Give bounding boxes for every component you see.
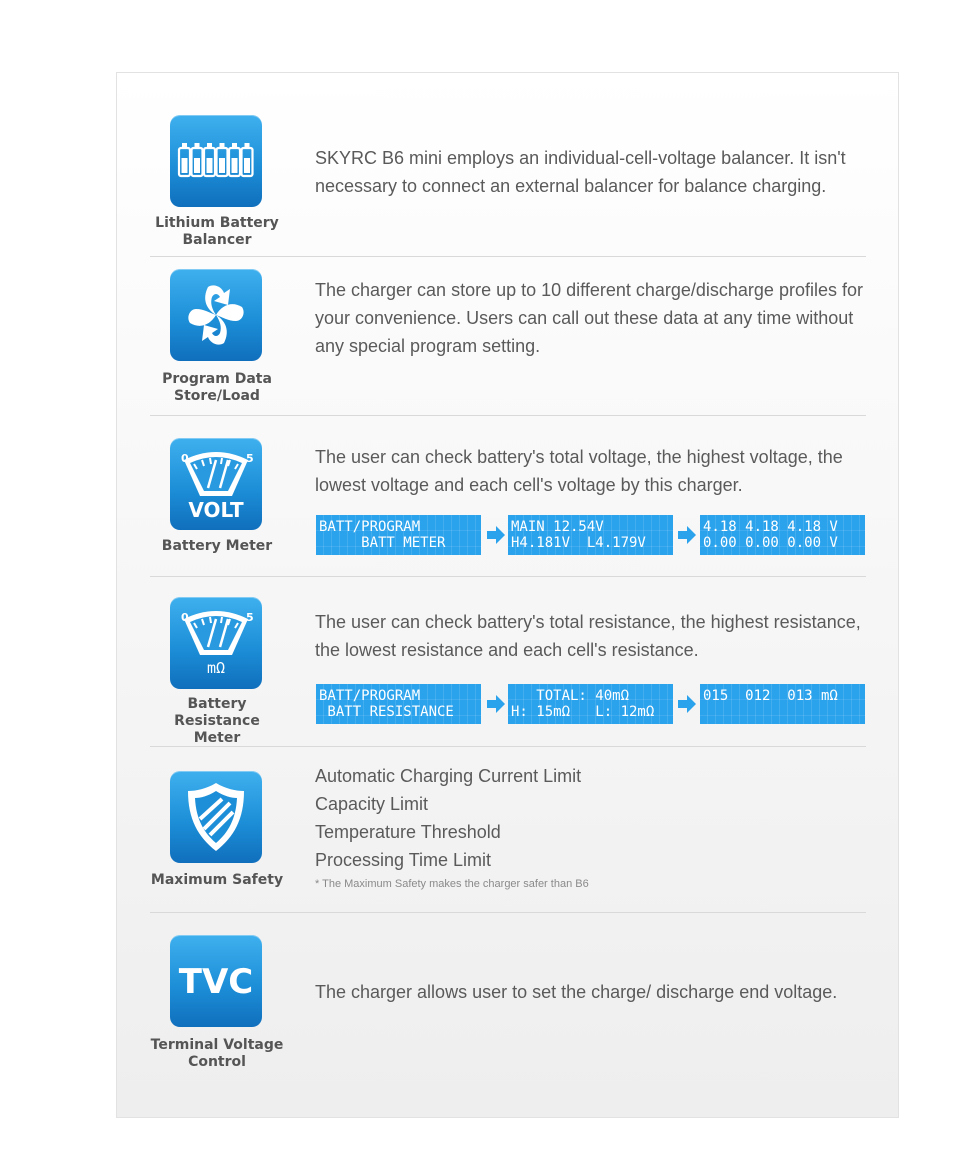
lcd-line: BATT/PROGRAM [319, 688, 421, 704]
list-item: Temperature Threshold [315, 822, 501, 842]
lcd-screen [508, 515, 673, 555]
feature-description: The user can check battery's total voltage, the highest voltage, the lowest voltage and each cell's voltage by this charger. [315, 447, 843, 495]
divider [150, 576, 866, 577]
resistance-meter-icon [170, 597, 262, 689]
safety-feature-list [315, 762, 581, 874]
lcd-screen [700, 515, 865, 555]
volt-meter-icon [170, 438, 262, 530]
volt-label: VOLT [188, 498, 244, 522]
lcd-screen [700, 684, 865, 724]
feature-caption: Battery Meter [161, 538, 273, 554]
arrow-right-icon [677, 694, 697, 714]
feature-caption: Program Data Store/Load [162, 371, 272, 404]
store-load-arrows-icon [170, 269, 262, 361]
lcd-line: 4.18 4.18 4.18 V [703, 519, 838, 535]
gauge-max-label: 5 [246, 452, 254, 465]
tvc-label: TVC [178, 962, 254, 1002]
feature-caption: Maximum Safety [150, 872, 284, 888]
lcd-line: MAIN 12.54V [511, 519, 604, 535]
divider [150, 415, 866, 416]
arrow-right-icon [677, 525, 697, 545]
gauge-max-label: 5 [246, 611, 254, 624]
lcd-line: 0.00 0.00 0.00 V [703, 535, 838, 551]
list-item: Automatic Charging Current Limit [315, 766, 582, 786]
lcd-screen [508, 684, 673, 724]
divider [150, 256, 866, 257]
shield-icon [170, 771, 262, 863]
gauge-min-label: 0 [181, 452, 189, 465]
lcd-screen [316, 684, 481, 724]
lcd-line: 015 012 013 mΩ [703, 688, 838, 704]
lcd-line: BATT METER [319, 535, 446, 551]
battery-cells-icon [170, 115, 262, 207]
footnote: * The Maximum Safety makes the charger safer than B6 [315, 878, 589, 890]
feature-description: The charger allows user to set the charge/ discharge end voltage. [315, 982, 838, 1002]
arrow-right-icon [486, 694, 506, 714]
feature-caption: Battery Resistance Meter [174, 696, 260, 746]
arrow-right-icon [486, 525, 506, 545]
list-item: Capacity Limit [315, 794, 429, 814]
feature-description: The user can check battery's total resistance, the highest resistance, the lowest resistance and each cell's resistance. [315, 612, 861, 660]
list-item: Processing Time Limit [315, 850, 492, 870]
lcd-line: H4.181V L4.179V [511, 535, 646, 551]
lcd-line [703, 704, 862, 720]
feature-description: The charger can store up to 10 different charge/discharge profiles for your convenience. Users can call out these data at any time without any special program setting. [315, 280, 863, 356]
lcd-screen [316, 515, 481, 555]
milliohm-label: mΩ [206, 659, 226, 677]
lcd-line: BATT RESISTANCE [319, 704, 454, 720]
tvc-icon [170, 935, 262, 1027]
lcd-line: H: 15mΩ L: 12mΩ [511, 704, 655, 720]
feature-caption: Terminal Voltage Control [150, 1037, 284, 1070]
lcd-line: BATT/PROGRAM [319, 519, 421, 535]
lcd-line: TOTAL: 40mΩ [511, 688, 630, 704]
feature-description: SKYRC B6 mini employs an individual-cell-voltage balancer. It isn't necessary to connect an external balancer for balance charging. [315, 148, 846, 196]
divider [150, 912, 866, 913]
feature-caption: Lithium Battery Balancer [155, 215, 279, 248]
gauge-min-label: 0 [181, 611, 189, 624]
